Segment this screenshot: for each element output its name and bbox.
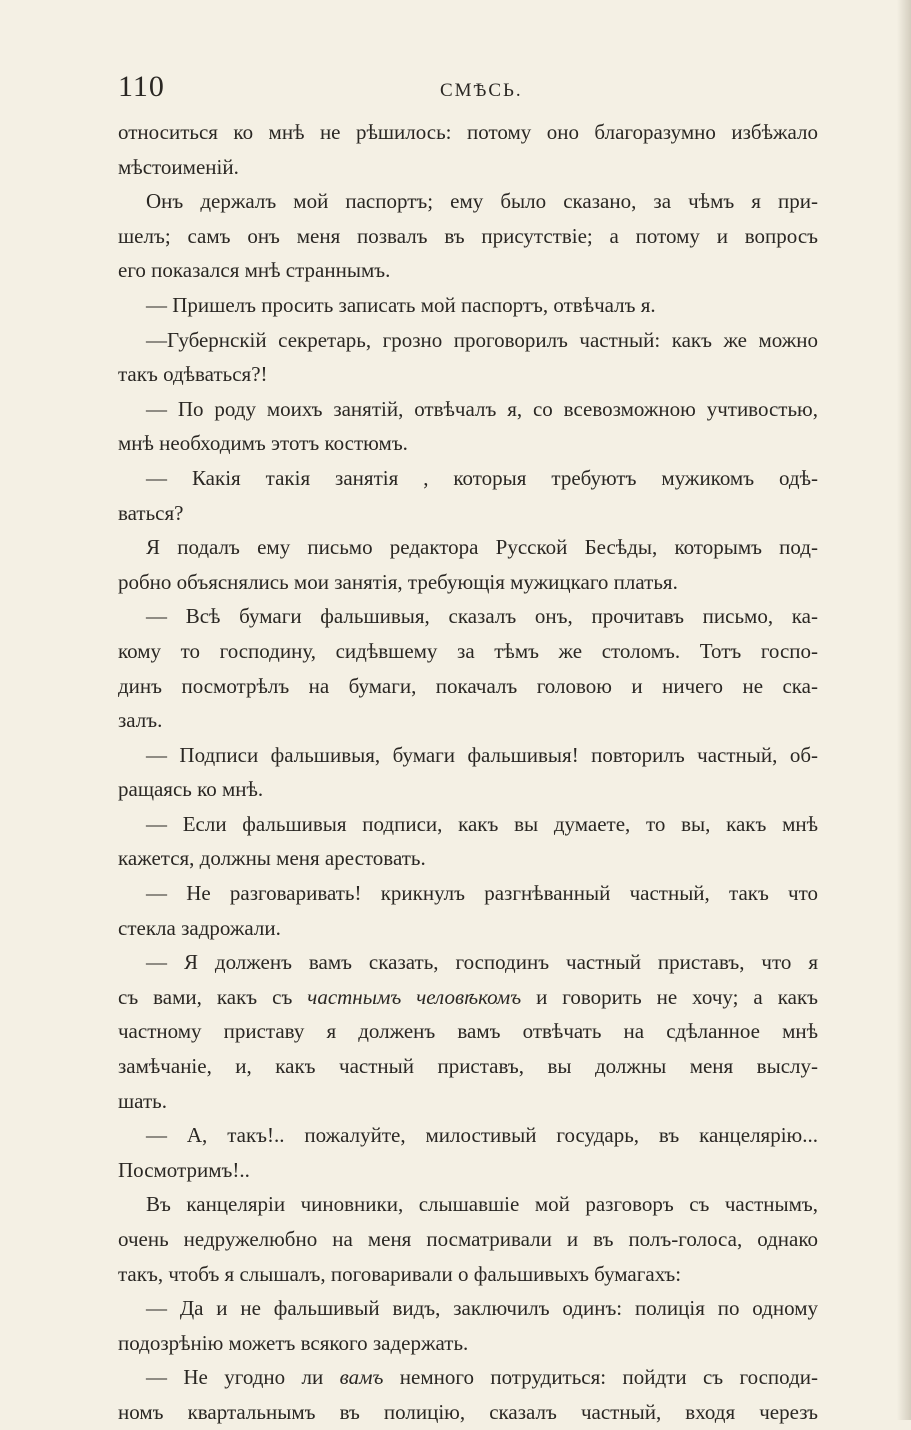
text-line: — Всѣ бумаги фальшивыя, сказалъ онъ, прочитавъ письмо, ка-: [146, 604, 818, 629]
text-line: — По роду моихъ занятій, отвѣчалъ я, со всевозможною учтивостью,: [146, 396, 818, 421]
text-line: стекла задрожали.: [118, 915, 281, 940]
paragraph: [118, 392, 818, 461]
text-line: кажется, должны меня арестовать.: [118, 846, 426, 871]
text-line: [118, 1360, 818, 1395]
text-line: шелъ; самъ онъ меня позвалъ въ присутствіе; а потому и вопросъ: [118, 223, 818, 248]
paragraph: [118, 184, 818, 288]
text-line: — А, такъ!.. пожалуйте, милостивый государь, въ канцелярію...: [146, 1123, 818, 1148]
text-line: — Не разговаривать! крикнулъ разгнѣванный частный, такъ что: [146, 881, 818, 906]
text-line: — Пришелъ просить записать мой паспортъ, отвѣчалъ я.: [146, 292, 656, 317]
paragraph: [118, 599, 818, 737]
page-number: 110: [118, 70, 165, 103]
paragraph: [118, 945, 818, 1118]
paragraph: [118, 1360, 818, 1429]
text-line: кому то господину, сидѣвшему за тѣмъ же столомъ. Тотъ госпо-: [118, 638, 818, 663]
paragraph: [118, 323, 818, 392]
paragraph: [118, 115, 818, 184]
text-line: — Я долженъ вамъ сказать, господинъ частный приставъ, что я: [146, 950, 818, 975]
text-line: Въ канцеляріи чиновники, слышавшіе мой разговоръ съ частнымъ,: [146, 1192, 818, 1217]
italic-word: вамъ: [339, 1365, 384, 1390]
text-run: и говорить не хочу; а какъ: [536, 984, 819, 1009]
text-line: очень недружелюбно на меня посматривали и въ полъ-голоса, однако: [118, 1227, 818, 1251]
paragraph: [118, 1118, 818, 1187]
page-edge-shadow: [897, 0, 911, 1420]
text-line: ращаясь ко мнѣ.: [118, 777, 264, 802]
text-line: — Да и не фальшивый видъ, заключилъ одинъ: полиція по одному: [146, 1296, 818, 1321]
text-line: — Если фальшивыя подписи, какъ вы думаете, то вы, какъ мнѣ: [146, 811, 818, 836]
text-line: —Губернскій секретарь, грозно проговорилъ частный: какъ же можно: [146, 327, 818, 352]
text-line: относиться ко мнѣ не рѣшилось: потому оно благоразумно избѣжало: [118, 120, 818, 144]
text-line: частному приставу я долженъ вамъ отвѣчать на сдѣланное мнѣ: [118, 1019, 818, 1044]
text-line: робно объяснялись мои занятія, требующія мужицкаго платья.: [118, 569, 678, 594]
text-line: мнѣ необходимъ этотъ костюмъ.: [118, 431, 408, 456]
text-line: [118, 980, 818, 1015]
text-run: съ вами, какъ съ: [118, 984, 293, 1009]
paragraph: [118, 807, 818, 876]
paragraph: [118, 530, 818, 599]
text-line: — Какія такія занятія , которыя требуютъ мужикомъ одѣ-: [146, 465, 818, 490]
body-text: [118, 115, 818, 1430]
text-line: шать.: [118, 1088, 167, 1113]
text-line: Онъ держалъ мой паспортъ; ему было сказано, за чѣмъ я при-: [146, 189, 818, 214]
text-line: номъ квартальнымъ въ полицію, сказалъ частный, входя черезъ: [118, 1399, 818, 1424]
text-line: такъ одѣваться?!: [118, 362, 268, 387]
text-line: Я подалъ ему письмо редактора Русской Бесѣды, которымъ под-: [146, 535, 818, 560]
text-line: динъ посмотрѣлъ на бумаги, покачалъ головою и ничего не ска-: [118, 673, 818, 698]
paragraph: [118, 288, 818, 323]
text-line: такъ, чтобъ я слышалъ, поговаривали о фальшивыхъ бумагахъ:: [118, 1261, 682, 1286]
text-line: ваться?: [118, 500, 184, 525]
paragraph: [118, 461, 818, 530]
text-line: замѣчаніе, и, какъ частный приставъ, вы должны меня выслу-: [118, 1054, 818, 1079]
text-line: — Подписи фальшивыя, бумаги фальшивыя! повторилъ частный, об-: [146, 742, 818, 767]
paragraph: [118, 738, 818, 807]
text-line: Посмотримъ!..: [118, 1157, 250, 1182]
text-line: подозрѣнію можетъ всякого задержать.: [118, 1330, 469, 1355]
running-head: СМѢСЬ.: [440, 80, 523, 101]
paragraph: [118, 1187, 818, 1291]
text-line: мѣстоименій.: [118, 154, 239, 179]
paragraph: [118, 876, 818, 945]
italic-phrase: частнымъ человѣкомъ: [307, 984, 522, 1009]
page-header: [118, 70, 818, 110]
paragraph: [118, 1291, 818, 1360]
text-run: — Не угодно ли: [146, 1365, 324, 1390]
text-line: его показался мнѣ страннымъ.: [118, 258, 391, 283]
text-run: немного потрудиться: пойдти съ господи-: [399, 1365, 818, 1390]
text-line: залъ.: [118, 708, 163, 733]
